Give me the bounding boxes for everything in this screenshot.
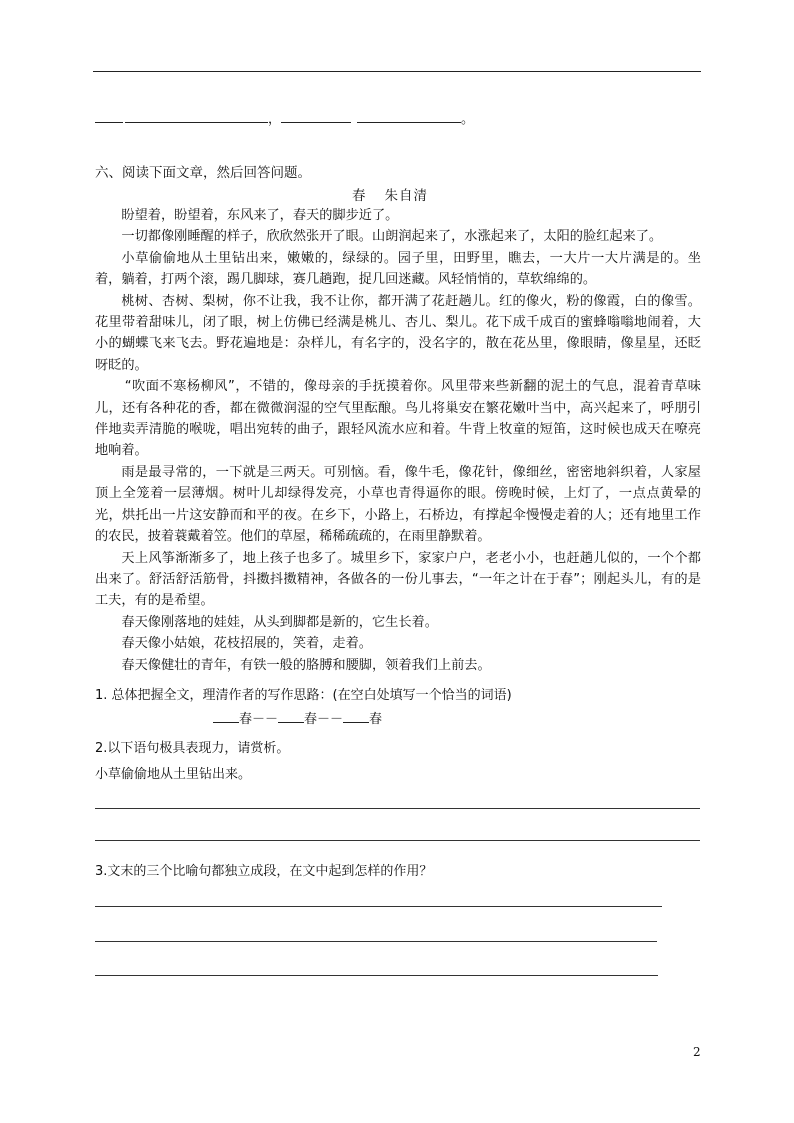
paragraph: “吹面不寒杨柳风”，不错的，像母亲的手抚摸着你。风里带来些新翻的泥土的气息，混着青草味儿，还有各种花的香，都在微微润湿的空气里酝酿。鸟儿将巢安在繁花嫩叶当中，高兴起来了，呼朋引伴地卖弄清脆的喉咙，唱出宛转的曲子，跟轻风流水应和着。牛背上牧童的短笛，这时候也成天在嘹亮地响着。 bbox=[95, 379, 701, 459]
paragraph: 春天像健壮的青年，有铁一般的胳膊和腰脚，领着我们上前去。 bbox=[121, 657, 491, 673]
article-heading bbox=[352, 184, 428, 204]
paragraph: 一切都像刚睡醒的样子，欣欣然张开了眼。山朗润起来了，水涨起来了，太阳的脸红起来了。 bbox=[121, 229, 663, 245]
question-2: 2.以下语句极具表现力，请赏析。 bbox=[95, 741, 290, 756]
answer-line[interactable] bbox=[95, 941, 657, 942]
blank-2 bbox=[125, 110, 268, 123]
section-heading: 六、阅读下面文章，然后回答问题。 bbox=[95, 165, 311, 181]
header-rule bbox=[93, 71, 701, 72]
blank-4 bbox=[357, 110, 461, 123]
fill-label-2: 春－－ bbox=[304, 712, 344, 727]
blank-3 bbox=[281, 110, 351, 123]
comma: ， bbox=[268, 112, 282, 127]
paragraph: 春天像小姑娘，花枝招展的，笑着，走着。 bbox=[121, 636, 372, 652]
paragraph: 天上风筝渐渐多了，地上孩子也多了。城里乡下，家家户户，老老小小，也赶趟儿似的，一个个都出来了。舒活舒活筋骨，抖擞抖擞精神，各做各的一份儿事去，“一年之计在于春”；刚起头儿，有的是工夫，有的是希望。 bbox=[95, 550, 701, 609]
answer-line[interactable] bbox=[95, 975, 658, 976]
question-1-fill-row bbox=[213, 708, 382, 727]
article-author: 朱自清 bbox=[384, 188, 428, 204]
fill-blank-3[interactable] bbox=[343, 710, 369, 723]
question-2-sentence: 小草偷偷地从土里钻出来。 bbox=[95, 767, 252, 782]
answer-line[interactable] bbox=[95, 906, 662, 907]
fill-label-3: 春 bbox=[369, 712, 383, 727]
blank-1 bbox=[95, 110, 123, 123]
paragraph: 小草偷偷地从土里钻出来，嫩嫩的，绿绿的。园子里，田野里，瞧去，一大片一大片满是的。坐着，躺着，打两个滚，踢几脚球，赛几趟跑，捉几回迷藏。风轻悄悄的，草软绵绵的。 bbox=[95, 250, 701, 288]
question-3: 3.文末的三个比喻句都独立成段，在文中起到怎样的作用？ bbox=[95, 864, 433, 879]
fill-blank-2[interactable] bbox=[278, 710, 304, 723]
paragraph: 春天像刚落地的娃娃，从头到脚都是新的，它生长着。 bbox=[121, 614, 438, 630]
paragraph: 桃树、杏树、梨树，你不让我，我不让你，都开满了花赶趟儿。红的像火，粉的像霞，白的像雪。花里带着甜味儿，闭了眼，树上仿佛已经满是桃儿、杏儿、梨儿。花下成千成百的蜜蜂嗡嗡地闹着，大小的蝴蝶飞来飞去。野花遍地是：杂样儿，有名字的，没名字的，散在花丛里，像眼睛，像星星，还眨呀眨的。 bbox=[95, 293, 701, 373]
page-number: 2 bbox=[693, 1045, 701, 1059]
paragraph: 雨是最寻常的，一下就是三两天。可别恼。看，像牛毛，像花针，像细丝，密密地斜织着，人家屋顶上全笼着一层薄烟。树叶儿却绿得发亮，小草也青得逼你的眼。傍晚时候，上灯了，一点点黄晕的光，烘托出一片这安静而和平的夜。在乡下，小路上，石桥边，有撑起伞慢慢走着的人；还有地里工作的农民，披着蓑戴着笠。他们的草屋，稀稀疏疏的，在雨里静默着。 bbox=[95, 464, 701, 545]
period: 。 bbox=[461, 112, 475, 127]
answer-line[interactable] bbox=[95, 840, 700, 841]
article-body bbox=[95, 205, 701, 676]
paragraph: 盼望着，盼望着，东风来了，春天的脚步近了。 bbox=[121, 208, 399, 223]
fill-label-1: 春－－ bbox=[239, 712, 279, 727]
answer-line[interactable] bbox=[95, 808, 700, 809]
fill-blank-1[interactable] bbox=[213, 710, 239, 723]
article-title: 春 bbox=[352, 188, 367, 204]
previous-answer-blanks bbox=[95, 110, 474, 128]
question-1: 1. 总体把握全文，理清作者的写作思路：(在空白处填写一个恰当的词语) bbox=[95, 688, 512, 703]
